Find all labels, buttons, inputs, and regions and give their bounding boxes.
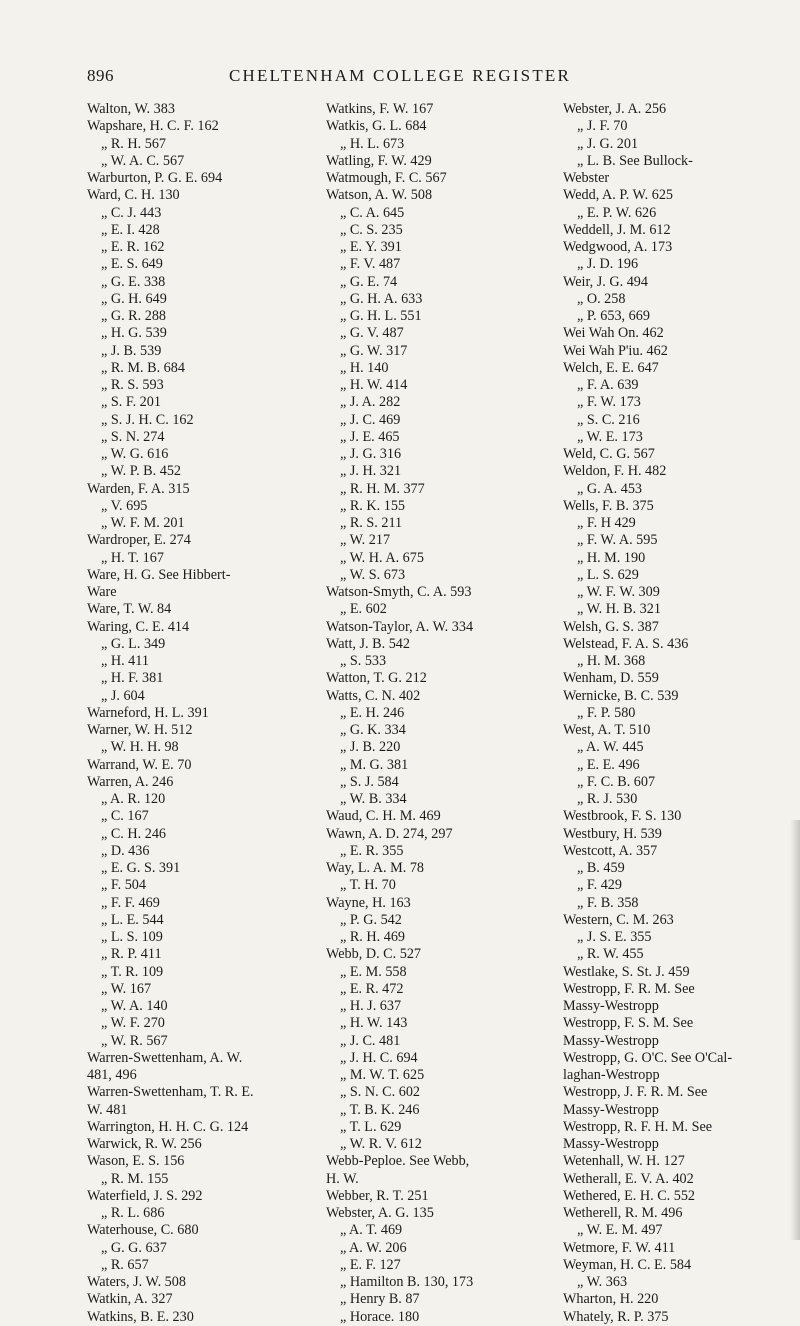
index-entry: Webber, R. T. 251 <box>326 1187 429 1204</box>
index-entry: „ R. M. 155 <box>101 1170 169 1187</box>
index-entry: Wardroper, E. 274 <box>87 532 191 549</box>
index-entry: Warren, A. 246 <box>87 773 174 790</box>
index-entry: Westbrook, F. S. 130 <box>563 808 682 825</box>
index-entry: „ G. H. L. 551 <box>340 308 422 324</box>
index-entry: Watmough, F. C. 567 <box>326 170 447 186</box>
index-entry: „ C. H. 246 <box>101 825 167 842</box>
index-entry: „ G. W. 317 <box>340 342 408 359</box>
index-entry: Weyman, H. C. E. 584 <box>563 1256 692 1273</box>
index-entry: „ R. J. 530 <box>577 791 638 807</box>
index-entry: „ J. F. 70 <box>577 118 628 135</box>
index-entry: laghan-Westropp <box>563 1067 660 1083</box>
index-entry: „ E. E. 496 <box>577 756 640 773</box>
index-entry: „ S. J. H. C. 162 <box>101 411 194 428</box>
index-entry: „ T. B. K. 246 <box>340 1101 420 1118</box>
index-entry: „ G. G. 637 <box>101 1239 167 1256</box>
index-entry: Massy-Westropp <box>563 998 659 1014</box>
index-entry: „ H. M. 368 <box>577 653 646 669</box>
index-entry: W. 481 <box>87 1101 128 1118</box>
index-entry: „ J. D. 196 <box>577 256 639 273</box>
index-entry: Westropp, F. R. M. See <box>563 980 695 997</box>
index-entry: „ J. E. 465 <box>340 428 400 445</box>
index-column-left <box>87 101 317 1326</box>
index-entry: „ H. W. 143 <box>340 1015 408 1032</box>
index-entry: „ F. W. 173 <box>577 394 641 411</box>
index-entry: Warburton, P. G. E. 694 <box>87 170 223 186</box>
index-entry: „ W. G. 616 <box>101 446 169 462</box>
index-entry: „ B. 459 <box>577 860 625 876</box>
index-entry: Watson-Smyth, C. A. 593 <box>326 584 472 600</box>
index-entry: „ L. S. 109 <box>101 929 163 945</box>
page-header <box>0 66 800 92</box>
index-entry: Ward, C. H. 130 <box>87 187 180 204</box>
index-entry: „ E. S. 649 <box>101 256 163 273</box>
index-entry: „ G. H. A. 633 <box>340 290 423 307</box>
index-entry: „ R. H. M. 377 <box>340 480 425 497</box>
index-entry: Watkins, F. W. 167 <box>326 101 434 117</box>
index-entry: „ H. J. 637 <box>340 998 402 1014</box>
index-entry: Walton, W. 383 <box>87 101 175 117</box>
index-entry: Warwick, R. W. 256 <box>87 1136 202 1152</box>
index-entry: „ H. F. 381 <box>101 670 164 687</box>
index-entry: „ E. R. 472 <box>340 980 404 997</box>
index-entry: Watts, C. N. 402 <box>326 687 421 704</box>
index-entry: „ S. N. C. 602 <box>340 1084 421 1101</box>
index-entry: „ J. S. E. 355 <box>577 929 652 945</box>
index-entry: „ F. F. 469 <box>101 894 160 911</box>
index-entry: Weld, C. G. 567 <box>563 446 655 462</box>
index-entry: „ C. J. 443 <box>101 204 162 221</box>
index-entry: „ S. N. 274 <box>101 428 165 445</box>
index-entry: „ W. E. M. 497 <box>577 1222 663 1239</box>
index-entry: „ E. M. 558 <box>340 963 407 980</box>
index-entry: „ W. A. C. 567 <box>101 152 185 169</box>
index-entry: Wetherell, R. M. 496 <box>563 1205 683 1221</box>
index-entry: Massy-Westropp <box>563 1136 659 1152</box>
index-entry: Waring, C. E. 414 <box>87 618 190 635</box>
index-entry: Webster, A. G. 135 <box>326 1205 434 1221</box>
index-entry: „ G. E. 338 <box>101 273 166 290</box>
index-entry: „ W. F. W. 309 <box>577 584 660 600</box>
index-entry: Watling, F. W. 429 <box>326 152 432 169</box>
index-entry: „ J. G. 316 <box>340 446 402 462</box>
index-entry: Ware, T. W. 84 <box>87 601 172 618</box>
index-entry: „ J. H. C. 694 <box>340 1049 418 1066</box>
index-entry: „ E. H. 246 <box>340 704 405 721</box>
index-column-middle <box>326 101 554 1326</box>
index-entry: „ E. G. S. 391 <box>101 860 181 876</box>
index-entry: Wason, E. S. 156 <box>87 1153 185 1170</box>
index-entry: „ Hamilton B. 130, 173 <box>340 1274 474 1290</box>
index-entry: „ D. 436 <box>101 842 150 859</box>
index-entry: „ R. L. 686 <box>101 1205 165 1221</box>
index-entry: „ E. P. W. 626 <box>577 204 657 221</box>
index-entry: „ V. 695 <box>101 497 148 514</box>
index-entry: „ R. S. 211 <box>340 515 403 531</box>
index-entry: Warner, W. H. 512 <box>87 722 193 738</box>
index-entry: „ G. K. 334 <box>340 722 406 738</box>
index-entry: „ E. R. 355 <box>340 842 404 859</box>
index-entry: Wells, F. B. 375 <box>563 497 654 514</box>
index-entry: „ R. K. 155 <box>340 497 406 514</box>
index-entry: Wethered, E. H. C. 552 <box>563 1187 696 1204</box>
index-entry: „ W. B. 334 <box>340 791 407 807</box>
index-entry: 481, 496 <box>87 1067 137 1083</box>
page-number: 896 <box>87 66 114 85</box>
index-entry: „ C. A. 645 <box>340 204 405 221</box>
index-entry: Warren-Swettenham, A. W. <box>87 1049 243 1066</box>
index-entry: „ W. H. B. 321 <box>577 601 661 618</box>
index-entry: „ J. C. 469 <box>340 411 401 428</box>
index-entry: Wharton, H. 220 <box>563 1291 659 1308</box>
index-entry: Warren-Swettenham, T. R. E. <box>87 1084 254 1101</box>
index-entry: „ W. F. M. 201 <box>101 515 185 531</box>
index-entry: Warrand, W. E. 70 <box>87 756 192 773</box>
index-entry: Warden, F. A. 315 <box>87 480 190 497</box>
index-entry: „ L. E. 544 <box>101 911 164 928</box>
index-entry: „ R. P. 411 <box>101 946 162 963</box>
index-entry: „ H. 140 <box>340 359 389 376</box>
index-entry: „ G. A. 453 <box>577 480 643 497</box>
index-entry: Waterfield, J. S. 292 <box>87 1187 203 1204</box>
index-entry: „ G. R. 288 <box>101 308 167 324</box>
index-entry: Whately, R. P. 375 <box>563 1308 669 1325</box>
index-entry: „ A. R. 120 <box>101 791 166 807</box>
index-entry: Weddell, J. M. 612 <box>563 221 671 238</box>
index-entry: Westropp, G. O'C. See O'Cal- <box>563 1049 733 1066</box>
index-entry: „ R. S. 593 <box>101 377 164 393</box>
index-entry: Watkin, A. 327 <box>87 1291 173 1308</box>
index-entry: Ware, H. G. See Hibbert- <box>87 566 231 583</box>
index-entry: „ C. S. 235 <box>340 221 403 238</box>
index-entry: „ W. H. H. 98 <box>101 739 179 756</box>
index-entry: Watkins, B. E. 230 <box>87 1308 194 1325</box>
index-entry: Watson, A. W. 508 <box>326 187 433 204</box>
index-entry: Webb-Peploe. See Webb, <box>326 1153 470 1170</box>
index-entry: Welsh, G. S. 387 <box>563 618 659 635</box>
index-entry: Waterhouse, C. 680 <box>87 1222 199 1239</box>
index-entry: „ W. R. V. 612 <box>340 1136 422 1152</box>
index-entry: „ M. W. T. 625 <box>340 1067 425 1083</box>
running-head: CHELTENHAM COLLEGE REGISTER <box>228 66 572 85</box>
index-entry: „ R. H. 567 <box>101 135 167 152</box>
index-entry: „ H. L. 673 <box>340 135 405 152</box>
index-entry: „ T. L. 629 <box>340 1118 402 1135</box>
index-column-right <box>563 101 793 1326</box>
index-entry: „ J. G. 201 <box>577 135 639 152</box>
index-entry: „ J. B. 220 <box>340 739 401 756</box>
index-entry: „ W. 217 <box>340 532 391 549</box>
index-entry: Westlake, S. St. J. 459 <box>563 963 690 980</box>
index-entry: Wei Wah P'iu. 462 <box>563 342 668 359</box>
index-entry: „ F. B. 358 <box>577 894 639 911</box>
index-entry: „ O. 258 <box>577 290 626 307</box>
index-entry: Western, C. M. 263 <box>563 911 674 928</box>
index-entry: „ P. 653, 669 <box>577 308 650 324</box>
index-entry: Westropp, R. F. H. M. See <box>563 1118 713 1135</box>
index-entry: „ S. C. 216 <box>577 411 640 428</box>
index-entry: „ R. M. B. 684 <box>101 359 185 376</box>
index-entry: „ G. L. 349 <box>101 635 166 652</box>
index-entry: Wenham, D. 559 <box>563 670 659 687</box>
index-entry: „ J. 604 <box>101 687 145 704</box>
index-entry: „ S. J. 584 <box>340 773 399 790</box>
index-entry: „ H. W. 414 <box>340 377 408 393</box>
index-entry: „ H. 411 <box>101 653 149 669</box>
index-entry: „ G. E. 74 <box>340 273 398 290</box>
index-entry: „ J. C. 481 <box>340 1032 401 1049</box>
index-entry: Wedgwood, A. 173 <box>563 239 673 255</box>
index-entry: „ E. F. 127 <box>340 1256 401 1273</box>
index-entry: „ H. G. 539 <box>101 325 167 342</box>
index-entry: „ G. V. 487 <box>340 325 404 342</box>
index-entry: „ W. H. A. 675 <box>340 549 424 566</box>
index-entry: Wetenhall, W. H. 127 <box>563 1153 685 1170</box>
index-entry: Westcott, A. 357 <box>563 842 658 859</box>
index-entry: „ L. S. 629 <box>577 566 639 583</box>
index-entry: Wernicke, B. C. 539 <box>563 687 679 704</box>
index-entry: „ R. H. 469 <box>340 929 406 945</box>
index-entry: Watt, J. B. 542 <box>326 635 410 652</box>
index-entry: „ F. C. B. 607 <box>577 773 656 790</box>
index-entry: „ T. H. 70 <box>340 877 396 894</box>
index-entry: „ G. H. 649 <box>101 290 167 307</box>
index-entry: „ R. W. 455 <box>577 946 644 963</box>
index-entry: „ M. G. 381 <box>340 756 409 773</box>
index-entry: „ Henry B. 87 <box>340 1291 420 1308</box>
index-entry: Westbury, H. 539 <box>563 825 662 842</box>
index-entry: „ J. H. 321 <box>340 463 402 480</box>
index-entry: „ S. 533 <box>340 653 387 669</box>
index-entry: „ E. R. 162 <box>101 239 165 255</box>
index-entry: „ Horace. 180 <box>340 1308 420 1325</box>
index-entry: Weir, J. G. 494 <box>563 273 648 290</box>
index-entry: Watton, T. G. 212 <box>326 670 427 687</box>
index-entry: H. W. <box>326 1170 359 1187</box>
index-entry: „ R. 657 <box>101 1256 149 1273</box>
index-entry: „ F. P. 580 <box>577 704 636 721</box>
index-entry: „ A. T. 469 <box>340 1222 403 1239</box>
index-entry: Westropp, J. F. R. M. See <box>563 1084 708 1101</box>
index-entry: West, A. T. 510 <box>563 722 651 738</box>
index-entry: „ H. M. 190 <box>577 549 646 566</box>
index-entry: „ W. A. 140 <box>101 998 168 1014</box>
index-entry: Welch, E. E. 647 <box>563 359 659 376</box>
index-entry: Watson-Taylor, A. W. 334 <box>326 618 474 635</box>
index-entry: „ H. T. 167 <box>101 549 164 566</box>
index-entry: Massy-Westropp <box>563 1032 659 1049</box>
index-entry: Wetherall, E. V. A. 402 <box>563 1170 694 1187</box>
index-entry: „ J. B. 539 <box>101 342 162 359</box>
index-entry: „ L. B. See Bullock- <box>577 152 693 169</box>
index-entry: „ W. F. 270 <box>101 1015 165 1032</box>
index-entry: „ W. 363 <box>577 1274 628 1290</box>
index-entry: „ F. A. 639 <box>577 377 639 393</box>
index-entry: „ F. 429 <box>577 877 622 894</box>
index-entry: Wei Wah On. 462 <box>563 325 664 342</box>
index-entry: Waters, J. W. 508 <box>87 1274 186 1290</box>
index-entry: Watkis, G. L. 684 <box>326 118 427 135</box>
index-entry: Way, L. A. M. 78 <box>326 860 425 876</box>
index-entry: Massy-Westropp <box>563 1101 659 1118</box>
index-entry: Westropp, F. S. M. See <box>563 1015 694 1032</box>
index-entry: „ S. F. 201 <box>101 394 161 411</box>
index-entry: Wetmore, F. W. 411 <box>563 1239 676 1256</box>
index-entry: „ W. 167 <box>101 980 152 997</box>
index-entry: Ware <box>87 584 117 600</box>
index-entry: Welstead, F. A. S. 436 <box>563 635 689 652</box>
index-entry: „ W. S. 673 <box>340 566 406 583</box>
index-entry: Webster, J. A. 256 <box>563 101 667 117</box>
index-entry: „ W. P. B. 452 <box>101 463 182 480</box>
page-edge-shadow <box>790 820 800 1240</box>
index-entry: Wawn, A. D. 274, 297 <box>326 825 453 842</box>
index-entry: „ J. A. 282 <box>340 394 401 411</box>
index-entry: „ F. V. 487 <box>340 256 401 273</box>
index-entry: Warrington, H. H. C. G. 124 <box>87 1118 249 1135</box>
index-entry: „ C. 167 <box>101 808 149 825</box>
index-entry: „ W. E. 173 <box>577 428 643 445</box>
index-entry: „ T. R. 109 <box>101 963 164 980</box>
index-entry: Waud, C. H. M. 469 <box>326 808 441 825</box>
index-entry: „ F. H 429 <box>577 515 636 531</box>
index-entry: „ A. W. 445 <box>577 739 644 756</box>
index-entry: Wedd, A. P. W. 625 <box>563 187 674 204</box>
index-entry: Webster <box>563 170 610 186</box>
index-entry: Weldon, F. H. 482 <box>563 463 667 480</box>
index-entry: „ E. I. 428 <box>101 221 160 238</box>
index-entry: „ A. W. 206 <box>340 1239 407 1256</box>
index-entry: „ P. G. 542 <box>340 911 402 928</box>
index-entry: Webb, D. C. 527 <box>326 946 422 963</box>
index-entry: Wayne, H. 163 <box>326 894 411 911</box>
index-entry: „ F. 504 <box>101 877 146 894</box>
index-entry: „ E. Y. 391 <box>340 239 402 255</box>
index-entry: „ F. W. A. 595 <box>577 532 658 549</box>
index-entry: „ E. 602 <box>340 601 387 618</box>
index-entry: Wapshare, H. C. F. 162 <box>87 118 219 135</box>
index-entry: „ W. R. 567 <box>101 1032 168 1049</box>
index-entry: Warneford, H. L. 391 <box>87 704 209 721</box>
